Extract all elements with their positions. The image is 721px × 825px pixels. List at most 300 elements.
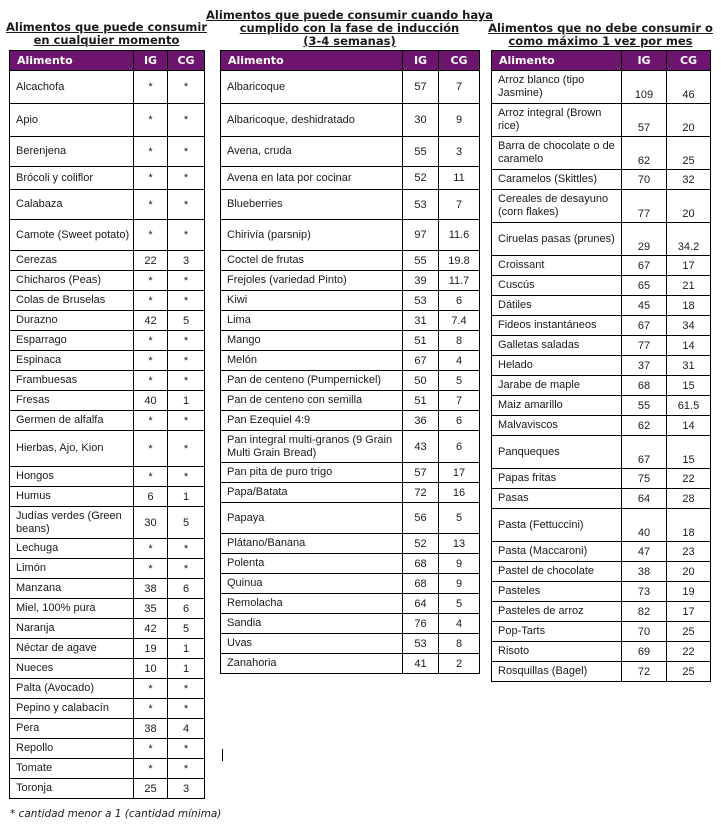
ig-cell: 76 (403, 614, 439, 634)
ig-cell: 38 (134, 579, 168, 599)
ig-cell: 42 (134, 619, 168, 639)
table-row (10, 779, 205, 799)
ig-cell: 52 (403, 167, 439, 190)
food-name-cell: Miel, 100% pura (10, 599, 134, 619)
cg-cell: 15 (667, 436, 711, 469)
ig-cell: 51 (403, 331, 439, 351)
ig-cell: 29 (622, 223, 667, 256)
food-name-cell: Cerezas (10, 251, 134, 271)
food-name-cell: Lechuga (10, 539, 134, 559)
food-name-cell: Avena en lata por cocinar (221, 167, 403, 190)
cg-cell: 17 (667, 256, 711, 276)
ig-cell: 55 (403, 137, 439, 167)
cg-cell: 5 (439, 371, 480, 391)
food-name-cell: Brócoli y coliflor (10, 167, 134, 190)
food-name-cell: Albaricoque, deshidratado (221, 104, 403, 137)
food-name-cell: Panqueques (492, 436, 622, 469)
table-row (492, 296, 711, 316)
cg-cell: * (168, 539, 205, 559)
ig-cell: * (134, 71, 168, 104)
table-row (492, 542, 711, 562)
ig-cell: 31 (403, 311, 439, 331)
food-name-cell: Palta (Avocado) (10, 679, 134, 699)
column-avoid (488, 0, 713, 682)
table-header-row (221, 51, 480, 71)
ig-cell: 56 (403, 503, 439, 534)
cg-cell: * (168, 71, 205, 104)
food-name-cell: Pera (10, 719, 134, 739)
table-row (221, 311, 480, 331)
table-row (492, 622, 711, 642)
ig-cell: * (134, 431, 168, 467)
table-row (10, 271, 205, 291)
food-name-cell: Manzana (10, 579, 134, 599)
ig-cell: * (134, 271, 168, 291)
food-name-cell: Lima (221, 311, 403, 331)
ig-cell: * (134, 190, 168, 220)
cg-cell: 28 (667, 489, 711, 509)
column-heading-line: (3-4 semanas) (303, 34, 396, 48)
ig-cell: 47 (622, 542, 667, 562)
table-row (10, 659, 205, 679)
cg-cell: 7 (439, 391, 480, 411)
table-row (10, 411, 205, 431)
cg-cell: 3 (168, 251, 205, 271)
cg-cell: 6 (439, 291, 480, 311)
table-row (10, 739, 205, 759)
header-ig: IG (403, 51, 439, 71)
table-row (492, 582, 711, 602)
header-ig: IG (622, 51, 667, 71)
ig-cell: 109 (622, 71, 667, 104)
food-name-cell: Helado (492, 356, 622, 376)
table-row (492, 376, 711, 396)
food-name-cell: Papa/Batata (221, 483, 403, 503)
table-row (492, 336, 711, 356)
ig-cell: 10 (134, 659, 168, 679)
food-name-cell: Albaricoque (221, 71, 403, 104)
ig-cell: * (134, 679, 168, 699)
ig-cell: 19 (134, 639, 168, 659)
ig-cell: * (134, 104, 168, 137)
table-row (221, 71, 480, 104)
cg-cell: 32 (667, 170, 711, 190)
cg-cell: 22 (667, 642, 711, 662)
cg-cell: 11.6 (439, 220, 480, 251)
table-row (10, 599, 205, 619)
ig-cell: 57 (403, 463, 439, 483)
header-cg: CG (667, 51, 711, 71)
table-row (10, 351, 205, 371)
food-name-cell: Calabaza (10, 190, 134, 220)
cg-cell: * (168, 167, 205, 190)
table-row (221, 654, 480, 674)
food-name-cell: Coctel de frutas (221, 251, 403, 271)
cg-cell: 8 (439, 634, 480, 654)
table-row (10, 759, 205, 779)
food-name-cell: Esparrago (10, 331, 134, 351)
table-row (10, 167, 205, 190)
cg-cell: 25 (667, 137, 711, 170)
ig-cell: 53 (403, 190, 439, 220)
ig-cell: 62 (622, 137, 667, 170)
ig-cell: * (134, 559, 168, 579)
cg-cell: * (168, 559, 205, 579)
ig-cell: 97 (403, 220, 439, 251)
food-name-cell: Sandia (221, 614, 403, 634)
ig-cell: 39 (403, 271, 439, 291)
column-heading-line: cumplido con la fase de inducción (239, 21, 460, 35)
food-name-cell: Galletas saladas (492, 336, 622, 356)
cg-cell: 11 (439, 167, 480, 190)
table-row (10, 467, 205, 487)
header-cg: CG (439, 51, 480, 71)
table-header-row (10, 51, 205, 71)
table-row (10, 331, 205, 351)
food-name-cell: Mango (221, 331, 403, 351)
food-name-cell: Pepino y calabacín (10, 699, 134, 719)
table-row (492, 489, 711, 509)
food-name-cell: Apio (10, 104, 134, 137)
table-row (10, 311, 205, 331)
ig-cell: 51 (403, 391, 439, 411)
table-row (10, 431, 205, 467)
cg-cell: 22 (667, 469, 711, 489)
cg-cell: * (168, 739, 205, 759)
table-row (492, 562, 711, 582)
cg-cell: 9 (439, 104, 480, 137)
column-heading-line: en cualquier momento (33, 33, 180, 47)
ig-cell: 40 (134, 391, 168, 411)
cg-cell: * (168, 431, 205, 467)
food-name-cell: Pasteles de arroz (492, 602, 622, 622)
food-name-cell: Pan pita de puro trigo (221, 463, 403, 483)
table-row (10, 104, 205, 137)
ig-cell: 30 (134, 507, 168, 539)
ig-cell: * (134, 467, 168, 487)
cg-cell: 9 (439, 554, 480, 574)
food-name-cell: Ciruelas pasas (prunes) (492, 223, 622, 256)
ig-cell: 70 (622, 622, 667, 642)
food-name-cell: Alcachofa (10, 71, 134, 104)
food-name-cell: Durazno (10, 311, 134, 331)
food-name-cell: Pan de centeno con semilla (221, 391, 403, 411)
cg-cell: 25 (667, 662, 711, 682)
food-name-cell: Chicharos (Peas) (10, 271, 134, 291)
cg-cell: 5 (439, 594, 480, 614)
ig-cell: 67 (622, 316, 667, 336)
food-name-cell: Frejoles (variedad Pinto) (221, 271, 403, 291)
ig-cell: 37 (622, 356, 667, 376)
header-alimento: Alimento (492, 51, 622, 71)
cg-cell: * (168, 411, 205, 431)
table-row (492, 316, 711, 336)
table-row (492, 356, 711, 376)
ig-cell: 30 (403, 104, 439, 137)
food-name-cell: Colas de Bruselas (10, 291, 134, 311)
ig-cell: 75 (622, 469, 667, 489)
food-name-cell: Pastel de chocolate (492, 562, 622, 582)
ig-cell: 82 (622, 602, 667, 622)
table-row (221, 503, 480, 534)
table-row (10, 639, 205, 659)
cg-cell: 6 (168, 579, 205, 599)
cg-cell: * (168, 371, 205, 391)
cg-cell: 2 (439, 654, 480, 674)
food-name-cell: Risoto (492, 642, 622, 662)
cg-cell: * (168, 220, 205, 251)
table-row (221, 391, 480, 411)
food-name-cell: Pasta (Fettuccini) (492, 509, 622, 542)
table-row (492, 642, 711, 662)
table-row (10, 699, 205, 719)
cg-cell: 5 (439, 503, 480, 534)
ig-cell: 35 (134, 599, 168, 619)
table-row (10, 679, 205, 699)
column-heading (206, 0, 493, 50)
ig-cell: 53 (403, 291, 439, 311)
cg-cell: 34.2 (667, 223, 711, 256)
food-name-cell: Frambuesas (10, 371, 134, 391)
table-row (492, 436, 711, 469)
ig-cell: 50 (403, 371, 439, 391)
cg-cell: 14 (667, 336, 711, 356)
column-any-time (6, 0, 208, 799)
table-row (10, 619, 205, 639)
food-name-cell: Pop-Tarts (492, 622, 622, 642)
cg-cell: 17 (439, 463, 480, 483)
ig-cell: 53 (403, 634, 439, 654)
ig-cell: * (134, 220, 168, 251)
ig-cell: 36 (403, 411, 439, 431)
table-row (492, 71, 711, 104)
ig-cell: * (134, 291, 168, 311)
ig-cell: 55 (403, 251, 439, 271)
ig-cell: 25 (134, 779, 168, 799)
food-name-cell: Uvas (221, 634, 403, 654)
table-row (10, 487, 205, 507)
table-row (492, 602, 711, 622)
food-name-cell: Germen de alfalfa (10, 411, 134, 431)
table-row (221, 411, 480, 431)
table-row (492, 416, 711, 436)
cg-cell: 7.4 (439, 311, 480, 331)
table-row (492, 137, 711, 170)
column-after-induction (206, 0, 493, 674)
cg-cell: 20 (667, 562, 711, 582)
food-name-cell: Pasta (Maccaroni) (492, 542, 622, 562)
ig-cell: * (134, 371, 168, 391)
food-name-cell: Papaya (221, 503, 403, 534)
table-row (221, 291, 480, 311)
cg-cell: * (168, 104, 205, 137)
cg-cell: 3 (439, 137, 480, 167)
table-row (10, 719, 205, 739)
table-row (492, 256, 711, 276)
cg-cell: 5 (168, 619, 205, 639)
table-row (10, 291, 205, 311)
food-name-cell: Humus (10, 487, 134, 507)
food-name-cell: Hongos (10, 467, 134, 487)
table-row (221, 463, 480, 483)
food-name-cell: Pan integral multi-granos (9 Grain Multi Grain Bread) (221, 431, 403, 463)
table-row (10, 507, 205, 539)
column-heading (6, 0, 208, 50)
food-name-cell: Blueberries (221, 190, 403, 220)
table-row (10, 71, 205, 104)
cg-cell: 1 (168, 639, 205, 659)
food-name-cell: Croissant (492, 256, 622, 276)
ig-cell: 77 (622, 190, 667, 223)
food-name-cell: Toronja (10, 779, 134, 799)
header-alimento: Alimento (221, 51, 403, 71)
cg-cell: * (168, 190, 205, 220)
cg-cell: 4 (439, 614, 480, 634)
table-row (221, 104, 480, 137)
table-row (221, 554, 480, 574)
cg-cell: * (168, 271, 205, 291)
food-name-cell: Chirivía (parsnip) (221, 220, 403, 251)
table-row (10, 559, 205, 579)
cg-cell: 1 (168, 487, 205, 507)
ig-cell: * (134, 739, 168, 759)
food-name-cell: Pan de centeno (Pumpernickel) (221, 371, 403, 391)
cg-cell: 19 (667, 582, 711, 602)
table-row (10, 190, 205, 220)
table-row (221, 594, 480, 614)
food-name-cell: Pasas (492, 489, 622, 509)
food-name-cell: Camote (Sweet potato) (10, 220, 134, 251)
ig-cell: 55 (622, 396, 667, 416)
ig-cell: 73 (622, 582, 667, 602)
cg-cell: 1 (168, 659, 205, 679)
cg-cell: 34 (667, 316, 711, 336)
cg-cell: 31 (667, 356, 711, 376)
ig-cell: 42 (134, 311, 168, 331)
ig-cell: 57 (403, 71, 439, 104)
ig-cell: 70 (622, 170, 667, 190)
table-header-row (492, 51, 711, 71)
table-row (492, 276, 711, 296)
food-name-cell: Limón (10, 559, 134, 579)
cg-cell: 16 (439, 483, 480, 503)
column-heading-line: Alimentos que puede consumir cuando haya (206, 8, 493, 22)
ig-cell: * (134, 699, 168, 719)
table-row (221, 574, 480, 594)
table-row (221, 371, 480, 391)
food-name-cell: Arroz integral (Brown rice) (492, 104, 622, 137)
food-name-cell: Cereales de desayuno (corn flakes) (492, 190, 622, 223)
column-heading-line: como máximo 1 vez por mes (508, 34, 693, 48)
table-row (221, 251, 480, 271)
table-row (492, 170, 711, 190)
table-row (10, 220, 205, 251)
food-name-cell: Quinua (221, 574, 403, 594)
food-name-cell: Nueces (10, 659, 134, 679)
food-name-cell: Polenta (221, 554, 403, 574)
ig-cell: 72 (622, 662, 667, 682)
ig-cell: 67 (403, 351, 439, 371)
cg-cell: 17 (667, 602, 711, 622)
ig-cell: 40 (622, 509, 667, 542)
header-ig: IG (134, 51, 168, 71)
ig-cell: * (134, 331, 168, 351)
table-row (10, 371, 205, 391)
table-row (221, 331, 480, 351)
table-row (492, 396, 711, 416)
ig-cell: 43 (403, 431, 439, 463)
column-heading-line: Alimentos que puede consumir (6, 20, 208, 34)
ig-cell: 38 (134, 719, 168, 739)
header-alimento: Alimento (10, 51, 134, 71)
ig-cell: 68 (622, 376, 667, 396)
table-row (221, 534, 480, 554)
ig-cell: * (134, 411, 168, 431)
food-name-cell: Pan Ezequiel 4:9 (221, 411, 403, 431)
table-row (492, 662, 711, 682)
cg-cell: 21 (667, 276, 711, 296)
food-name-cell: Caramelos (Skittles) (492, 170, 622, 190)
ig-cell: 52 (403, 534, 439, 554)
ig-cell: * (134, 539, 168, 559)
cg-cell: 6 (439, 431, 480, 463)
table-row (221, 137, 480, 167)
cg-cell: 61.5 (667, 396, 711, 416)
ig-cell: * (134, 759, 168, 779)
footnote: * cantidad menor a 1 (cantidad mínima) (10, 808, 222, 820)
ig-cell: 68 (403, 554, 439, 574)
cg-cell: 11.7 (439, 271, 480, 291)
cg-cell: 3 (168, 779, 205, 799)
table-row (221, 614, 480, 634)
cg-cell: * (168, 291, 205, 311)
food-name-cell: Fresas (10, 391, 134, 411)
cg-cell: * (168, 137, 205, 167)
food-name-cell: Espinaca (10, 351, 134, 371)
food-name-cell: Fideos instantáneos (492, 316, 622, 336)
cg-cell: 15 (667, 376, 711, 396)
table-row (221, 167, 480, 190)
food-name-cell: Avena, cruda (221, 137, 403, 167)
food-name-cell: Zanahoria (221, 654, 403, 674)
food-name-cell: Hierbas, Ajo, Kion (10, 431, 134, 467)
ig-cell: 45 (622, 296, 667, 316)
cg-cell: 18 (667, 296, 711, 316)
ig-cell: 22 (134, 251, 168, 271)
ig-cell: 64 (622, 489, 667, 509)
food-name-cell: Malvaviscos (492, 416, 622, 436)
ig-cell: 57 (622, 104, 667, 137)
food-name-cell: Repollo (10, 739, 134, 759)
food-name-cell: Néctar de agave (10, 639, 134, 659)
food-table (491, 50, 711, 682)
food-name-cell: Judías verdes (Green beans) (10, 507, 134, 539)
cg-cell: 20 (667, 190, 711, 223)
cg-cell: 5 (168, 507, 205, 539)
table-row (10, 539, 205, 559)
table-row (221, 483, 480, 503)
cg-cell: * (168, 759, 205, 779)
food-name-cell: Barra de chocolate o de caramelo (492, 137, 622, 170)
ig-cell: * (134, 167, 168, 190)
table-row (221, 271, 480, 291)
cg-cell: 6 (168, 599, 205, 619)
table-row (10, 579, 205, 599)
table-row (492, 469, 711, 489)
ig-cell: 65 (622, 276, 667, 296)
cg-cell: 1 (168, 391, 205, 411)
ig-cell: 64 (403, 594, 439, 614)
